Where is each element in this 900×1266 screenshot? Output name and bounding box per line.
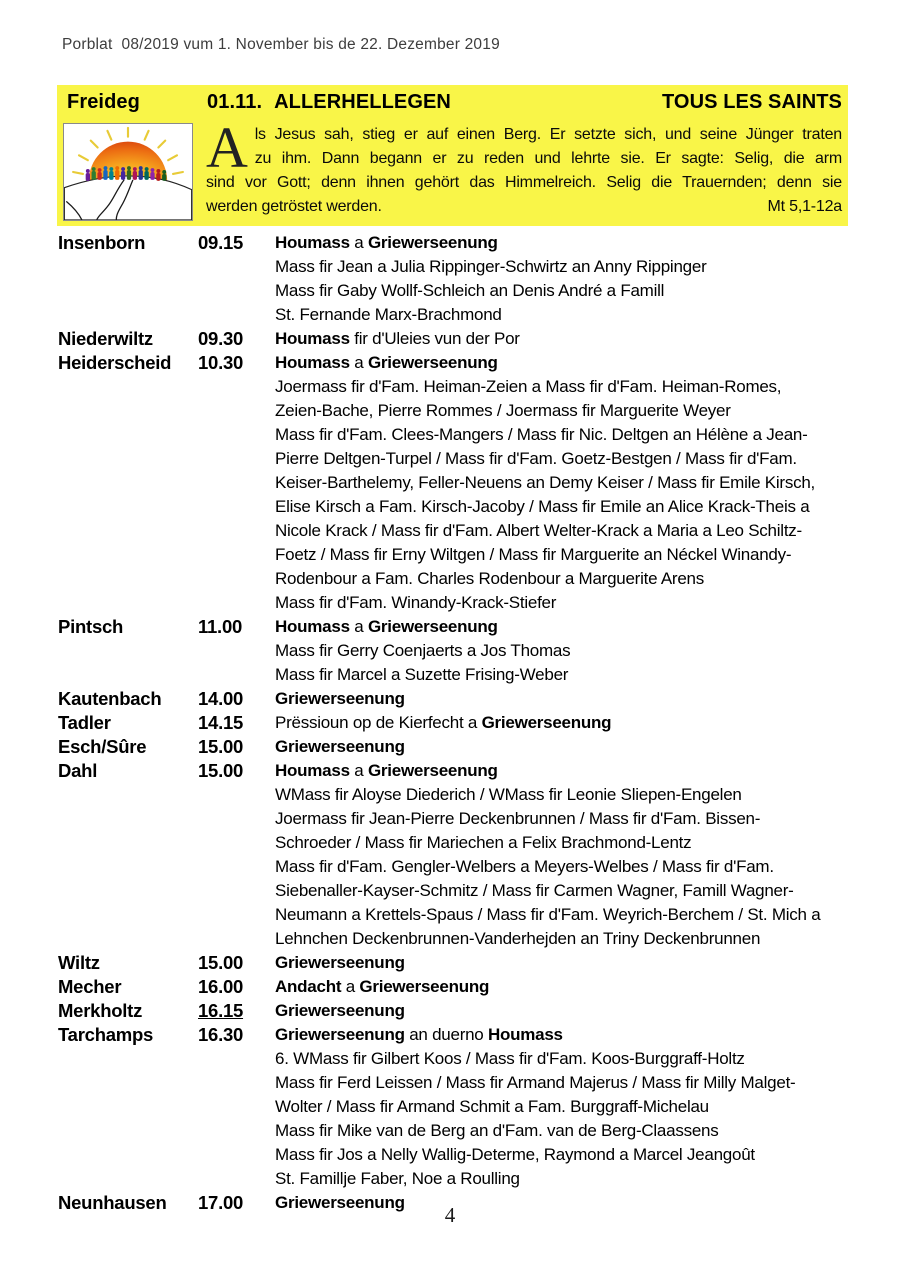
mass-intention-line: Mass fir Ferd Leissen / Mass fir Armand Majerus / Mass fir Milly Malget- (275, 1073, 796, 1092)
service-time: 16.15 (198, 1000, 244, 1021)
schedule-entry (57, 975, 857, 999)
mass-intention-line: Keiser-Barthelemy, Feller-Neuens an Demy Keiser / Mass fir Emile Kirsch, (275, 473, 816, 492)
place-name: Mecher (58, 976, 122, 997)
place-name: Dahl (58, 760, 98, 781)
service-description (275, 615, 857, 687)
schedule-entry (57, 951, 857, 975)
service-title: Griewerseenung (275, 737, 405, 756)
service-description (275, 975, 857, 999)
sunrise-procession-illustration (63, 123, 193, 221)
service-description (275, 999, 857, 1023)
mass-intention-line: Mass fir Gaby Wollf-Schleich an Denis André a Famill (275, 281, 665, 300)
gospel-dropcap: A (206, 115, 248, 180)
service-title: Andacht a Griewerseenung (275, 977, 490, 996)
mass-intention-line: WMass fir Aloyse Diederich / WMass fir Leonie Sliepen-Engelen (275, 785, 742, 804)
feast-title-french: TOUS LES SAINTS (661, 91, 842, 113)
mass-intention-line: Lehnchen Deckenbrunnen-Vanderhejden an Triny Deckenbrunnen (275, 929, 761, 948)
place-name: Esch/Sûre (58, 736, 147, 757)
schedule-entry (57, 351, 857, 615)
gospel-text-block (206, 115, 842, 219)
feast-date: 01.11. (207, 91, 263, 113)
mass-intention-line: Mass fir Gerry Coenjaerts a Jos Thomas (275, 641, 571, 660)
service-title: Griewerseenung (275, 689, 405, 708)
service-description (275, 759, 857, 951)
service-title: Houmass a Griewerseenung (275, 233, 498, 252)
mass-intention-line: Mass fir d'Fam. Clees-Mangers / Mass fir Nic. Deltgen an Hélène a Jean- (275, 425, 808, 444)
service-title: Houmass a Griewerseenung (275, 617, 498, 636)
service-time: 16.30 (198, 1024, 244, 1045)
feast-day: Freideg (67, 91, 140, 113)
schedule-entry (57, 687, 857, 711)
place-name: Insenborn (58, 232, 146, 253)
schedule-entry (57, 711, 857, 735)
service-description (275, 687, 857, 711)
place-name: Pintsch (58, 616, 124, 637)
service-time: 15.00 (198, 760, 244, 781)
service-title: Houmass a Griewerseenung (275, 353, 498, 372)
service-description (275, 327, 857, 351)
service-title: Houmass fir d'Uleies vun der Por (275, 329, 520, 348)
place-name: Heiderscheid (58, 352, 172, 373)
gospel-lines (206, 115, 842, 219)
place-name: Wiltz (58, 952, 100, 973)
mass-intention-line: Mass fir Marcel a Suzette Frising-Weber (275, 665, 569, 684)
feast-date-title (207, 91, 662, 114)
service-title: Griewerseenung (275, 953, 405, 972)
schedule-entry (57, 615, 857, 687)
place-name: Merkholtz (58, 1000, 143, 1021)
feast-title-row (63, 89, 842, 119)
service-time: 16.00 (198, 976, 244, 997)
place-name: Tarchamps (58, 1024, 154, 1045)
service-description (275, 951, 857, 975)
mass-intention-line: Foetz / Mass fir Erny Wiltgen / Mass fir Marguerite an Néckel Winandy- (275, 545, 792, 564)
gospel-line: sind vor Gott; denn ihnen gehört das Himmelreich. Selig die Trauernden; denn sie (206, 174, 842, 191)
mass-intention-line: 6. WMass fir Gilbert Koos / Mass fir d'Fam. Koos-Burggraff-Holtz (275, 1049, 745, 1068)
mass-intention-line: St. Fernande Marx-Brachmond (275, 305, 502, 324)
place-name: Niederwiltz (58, 328, 153, 349)
mass-intention-line: St. Famillje Faber, Noe a Roulling (275, 1169, 520, 1188)
service-time: 09.15 (198, 232, 244, 253)
gospel-line: zu ihm. Dann begann er zu reden und lehrte sie. Er sagte: Selig, die arm (254, 150, 842, 167)
mass-intention-line: Pierre Deltgen-Turpel / Mass fir d'Fam. Goetz-Bestgen / Mass fir d'Fam. (275, 449, 797, 468)
mass-intention-line: Joermass fir d'Fam. Heiman-Zeien a Mass fir d'Fam. Heiman-Romes, (275, 377, 782, 396)
feast-box (57, 85, 848, 226)
mass-intention-line: Neumann a Krettels-Spaus / Mass fir d'Fam. Weyrich-Berchem / St. Mich a (275, 905, 821, 924)
service-description (275, 711, 857, 735)
schedule-entry (57, 231, 857, 327)
schedule-entry (57, 327, 857, 351)
mass-intention-line: Wolter / Mass fir Armand Schmit a Fam. Burggraff-Michelau (275, 1097, 709, 1116)
place-name: Tadler (58, 712, 111, 733)
service-title: Griewerseenung an duerno Houmass (275, 1025, 563, 1044)
gospel-reference: Mt 5,1-12a (767, 198, 842, 215)
service-time: 15.00 (198, 952, 244, 973)
service-time: 14.00 (198, 688, 244, 709)
service-title: Griewerseenung (275, 1193, 405, 1212)
gospel-line: Mt 5,1-12a werden getröstet werden. (206, 195, 842, 219)
feast-body (63, 115, 842, 221)
service-time: 17.00 (198, 1192, 244, 1213)
mass-intention-line: Mass fir Jean a Julia Rippinger-Schwirtz an Anny Rippinger (275, 257, 707, 276)
mass-intention-line: Zeien-Bache, Pierre Rommes / Joermass fir Marguerite Weyer (275, 401, 731, 420)
schedule-entry (57, 735, 857, 759)
gospel-line: ls Jesus sah, stieg er auf einen Berg. Er setzte sich, und seine Jünger traten (254, 126, 842, 143)
service-description (275, 351, 857, 615)
service-title: Houmass a Griewerseenung (275, 761, 498, 780)
mass-intention-line: Elise Kirsch a Fam. Kirsch-Jacoby / Mass fir Emile an Alice Krack-Theis a (275, 497, 810, 516)
mass-intention-line: Mass fir Mike van de Berg an d'Fam. van de Berg-Claassens (275, 1121, 719, 1140)
mass-intention-line: Schroeder / Mass fir Mariechen a Felix Brachmond-Lentz (275, 833, 692, 852)
service-title: Prëssioun op de Kierfecht a Griewerseenung (275, 713, 612, 732)
mass-intention-line: Mass fir d'Fam. Gengler-Welbers a Meyers-Welbes / Mass fir d'Fam. (275, 857, 774, 876)
service-description (275, 735, 857, 759)
service-time: 09.30 (198, 328, 244, 349)
mass-intention-line: Joermass fir Jean-Pierre Deckenbrunnen / Mass fir d'Fam. Bissen- (275, 809, 761, 828)
schedule-entry (57, 759, 857, 951)
mass-intention-line: Siebenaller-Kayser-Schmitz / Mass fir Carmen Wagner, Famill Wagner- (275, 881, 794, 900)
service-time: 10.30 (198, 352, 244, 373)
mass-intention-line: Rodenbour a Fam. Charles Rodenbour a Marguerite Arens (275, 569, 704, 588)
mass-intention-line: Mass fir Jos a Nelly Wallig-Determe, Raymond a Marcel Jeangoût (275, 1145, 755, 1164)
service-title: Griewerseenung (275, 1001, 405, 1020)
document-header: Porblat 08/2019 vum 1. November bis de 22. Dezember 2019 (62, 36, 500, 53)
feast-title: ALLERHELLEGEN (274, 91, 451, 113)
service-description (275, 1023, 857, 1191)
schedule-entry (57, 1023, 857, 1191)
service-time: 14.15 (198, 712, 244, 733)
service-time: 11.00 (198, 616, 243, 637)
hill (64, 176, 191, 220)
page-number: 4 (444, 1203, 456, 1227)
schedule-entry (57, 999, 857, 1023)
mass-intention-line: Nicole Krack / Mass fir d'Fam. Albert Welter-Krack a Maria a Leo Schiltz- (275, 521, 802, 540)
schedule-list (57, 231, 857, 1215)
place-name: Neunhausen (58, 1192, 167, 1213)
place-name: Kautenbach (58, 688, 162, 709)
service-description (275, 231, 857, 327)
service-time: 15.00 (198, 736, 244, 757)
mass-intention-line: Mass fir d'Fam. Winandy-Krack-Stiefer (275, 593, 557, 612)
